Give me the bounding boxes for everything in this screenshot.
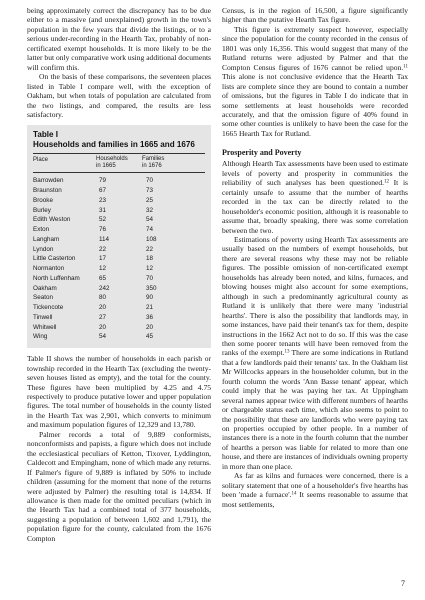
table-title: Table I: [33, 130, 59, 140]
table-row: [33, 332, 205, 342]
header-households: Households in 1665: [96, 156, 128, 170]
cell-place: Tinwell: [33, 313, 53, 321]
cell-households: 242: [99, 284, 110, 292]
table-rule-header: [33, 172, 205, 173]
table-row: [33, 235, 205, 245]
table-row: [33, 264, 205, 274]
cell-place: Brooke: [33, 196, 53, 204]
cell-families: 32: [146, 206, 154, 214]
cell-households: 12: [99, 265, 107, 273]
table-households-families: [27, 125, 211, 348]
cell-households: 79: [99, 177, 107, 185]
cell-place: Exton: [33, 226, 50, 234]
paragraph: As far as kilns and furnaces were concerned, there is a solitary statement that one of a householder's five hearths has been 'made a furnace'.$^{14}$ It seems reasonable to assume that most settlements,: [222, 471, 409, 509]
cell-households: 67: [99, 187, 107, 195]
cell-place: Wing: [33, 333, 48, 341]
table-body: [33, 176, 205, 342]
table-header: [33, 156, 205, 170]
cell-households: 52: [99, 216, 107, 224]
cell-households: 31: [99, 206, 107, 214]
cell-place: Tickencote: [33, 304, 64, 312]
table-row: [33, 196, 205, 206]
footnote-ref: 11: [403, 64, 408, 70]
table-row: [33, 254, 205, 264]
cell-households: 27: [99, 313, 107, 321]
right-column: [222, 6, 408, 509]
section-heading: Prosperity and Poverty: [222, 148, 302, 158]
cell-families: 12: [146, 265, 154, 273]
cell-households: 114: [99, 235, 110, 243]
paragraph: Palmer records a total of 9,889 conformists, nonconformists and papists, a figure which does not include the ecclesiastical peculiars of Ketton, Tixover, Lyddington, Caldecott and Empingham, none of which made any returns. If Palmer's figure of 9,889 is inflated by 50% to include children (assuming for the moment that none of the returns were adjusted by Palmer) the resulting total is 14,834. If allowance is then made for the omitted peculiars (which in the Hearth Tax had a combined total of 377 households, suggesting a population of between 1,602 and 1,791), the population figure for the county, calculated from the 1676 Compton: [27, 429, 211, 543]
cell-families: 73: [146, 187, 154, 195]
cell-place: Little Casterton: [33, 255, 76, 263]
footnote-ref: 14: [291, 491, 297, 497]
cell-place: Langham: [33, 235, 60, 243]
table-row: [33, 323, 205, 333]
cell-households: 20: [99, 323, 107, 331]
cell-place: Oakham: [33, 284, 57, 292]
table-row: [33, 284, 205, 294]
cell-families: 20: [146, 323, 154, 331]
cell-place: Braunston: [33, 187, 62, 195]
cell-households: 65: [99, 274, 107, 282]
table-row: [33, 215, 205, 225]
page-number: 7: [401, 579, 405, 588]
cell-place: Lyndon: [33, 245, 54, 253]
cell-families: 70: [146, 274, 154, 282]
paragraph: Census, is in the region of 16,500, a figure significantly higher than the putative Hearth Tax figure.: [222, 6, 408, 25]
paragraph: being approximately correct the discrepancy has to be due either to a massive (and unexplained) growth in the town's population in the few years that divide the listings, or to a serious under-recording in the Hearth Tax, probably of non-certificated exempt households. It is more likely to be the latter but only comparative work using additional documents will confirm this.: [27, 6, 211, 72]
table-row: [33, 225, 205, 235]
cell-families: 90: [146, 294, 154, 302]
paragraph: On the basis of these comparisons, the seventeen places listed in Table I compare well, with the exception of Oakham, but when totals of population are calculated from the two listings, and compared, the results are less satisfactory.: [27, 72, 211, 119]
cell-families: 18: [146, 255, 154, 263]
left-column: [27, 6, 211, 543]
cell-households: 22: [99, 245, 107, 253]
table-row: [33, 186, 205, 196]
cell-households: 23: [99, 196, 107, 204]
cell-families: 45: [146, 333, 154, 341]
cell-place: Whitwell: [33, 323, 57, 331]
cell-place: Seaton: [33, 294, 53, 302]
table-row: [33, 176, 205, 186]
paragraph: This figure is extremely suspect however, especially since the population for the county recorded in the census of 1801 was only 16,356. This would suggest that many of the Rutland returns were adjusted by Palmer and that the Compton Census figures of 1676 cannot be relied upon.$^{11}$ This alone is not conclusive evidence that the Hearth Tax lists are complete since they are bound to contain a number of omissions, but the figures in Table I do indicate that in some settlements at least households were recorded accurately, and that the omission figure of 40% found in some other counties is unlikely to have been the case for the 1665 Hearth Tax for Rutland.: [222, 24, 408, 138]
paragraph: Table II shows the number of households in each parish or township recorded in the Hearth Tax (excluding the twenty-seven houses listed as empty), and the total for the county. These figures have been multiplied by 4.25 and 4.75 respectively to produce putative lower and upper population figures. The total number of households in the county listed in the Hearth Tax was 2,901, which converts to minimum and maximum population figures of 12,329 and 13,780.: [27, 354, 211, 430]
cell-place: Barrowden: [33, 177, 64, 185]
cell-families: 22: [146, 245, 154, 253]
footnote-ref: 12: [383, 179, 389, 185]
cell-families: 74: [146, 226, 154, 234]
cell-place: Edith Weston: [33, 216, 71, 224]
cell-families: 36: [146, 313, 154, 321]
cell-households: 17: [99, 255, 107, 263]
table-row: [33, 293, 205, 303]
table-row: [33, 303, 205, 313]
table-row: [33, 274, 205, 284]
footnote-ref: 13: [284, 349, 290, 355]
cell-families: 350: [146, 284, 157, 292]
header-families: Families in 1676: [142, 156, 165, 170]
table-rule-top: [33, 153, 205, 154]
cell-families: 21: [146, 304, 154, 312]
table-row: [33, 206, 205, 216]
cell-place: North Luffenham: [33, 274, 80, 282]
cell-families: 25: [146, 196, 154, 204]
cell-households: 76: [99, 226, 107, 234]
cell-place: Normanton: [33, 265, 65, 273]
cell-families: 70: [146, 177, 154, 185]
cell-households: 20: [99, 304, 107, 312]
paragraph: Although Hearth Tax assessments have been used to estimate levels of poverty and prosperity in communities the reliability of such analyses has been questioned.$^{12}$ It is certainly unsafe to assume that the number of hearths recorded in the tax can be directly related to the householder's economic position, although it is reasonable to assume that, broadly speaking, there was some correlation between the two.: [222, 159, 408, 235]
header-place: Place: [33, 157, 49, 164]
table-subtitle: Households and families in 1665 and 1676: [33, 140, 195, 150]
table-row: [33, 313, 205, 323]
cell-households: 54: [99, 333, 107, 341]
table-row: [33, 245, 205, 255]
cell-households: 80: [99, 294, 107, 302]
cell-place: Burley: [33, 206, 51, 214]
cell-families: 54: [146, 216, 154, 224]
cell-families: 108: [146, 235, 157, 243]
paragraph: Estimations of poverty using Hearth Tax assessments are usually based on the numbers of exempt households, but there are several reasons why these may not be reliable figures. The possible omission of non-certificated exempt households has already been noted, and kilns, furnaces, and blowing houses might also account for some exemptions, although in such a predominantly agricultural county as Rutland it is unlikely that there were many 'industrial hearths'. There is also the possibility that landlords may, in some instances, have paid their tenant's tax for them, despite instructions in the 1662 Act not to do so. If this was the case then some poorer tenants will have been removed from the ranks of the exempt.$^{13}$ There are some indications in Rutland that a few landlords paid their tenants' tax. In the Oakham list Mr Willcocks appears in the householder column, but in the fourth column the words 'Ann Basse tenant' appear, which could imply that he was paying her tax. At Uppingham several names appear twice with different numbers of hearths or chargeable status each time, which also seems to point to the possibility that these are landlords who were paying tax on properties occupied by other people. In a number of instances there is a note in the fourth column that the number of hearths a person was liable for related to more than one house, and there are instances of individuals owning property in more than one place.: [222, 234, 408, 471]
